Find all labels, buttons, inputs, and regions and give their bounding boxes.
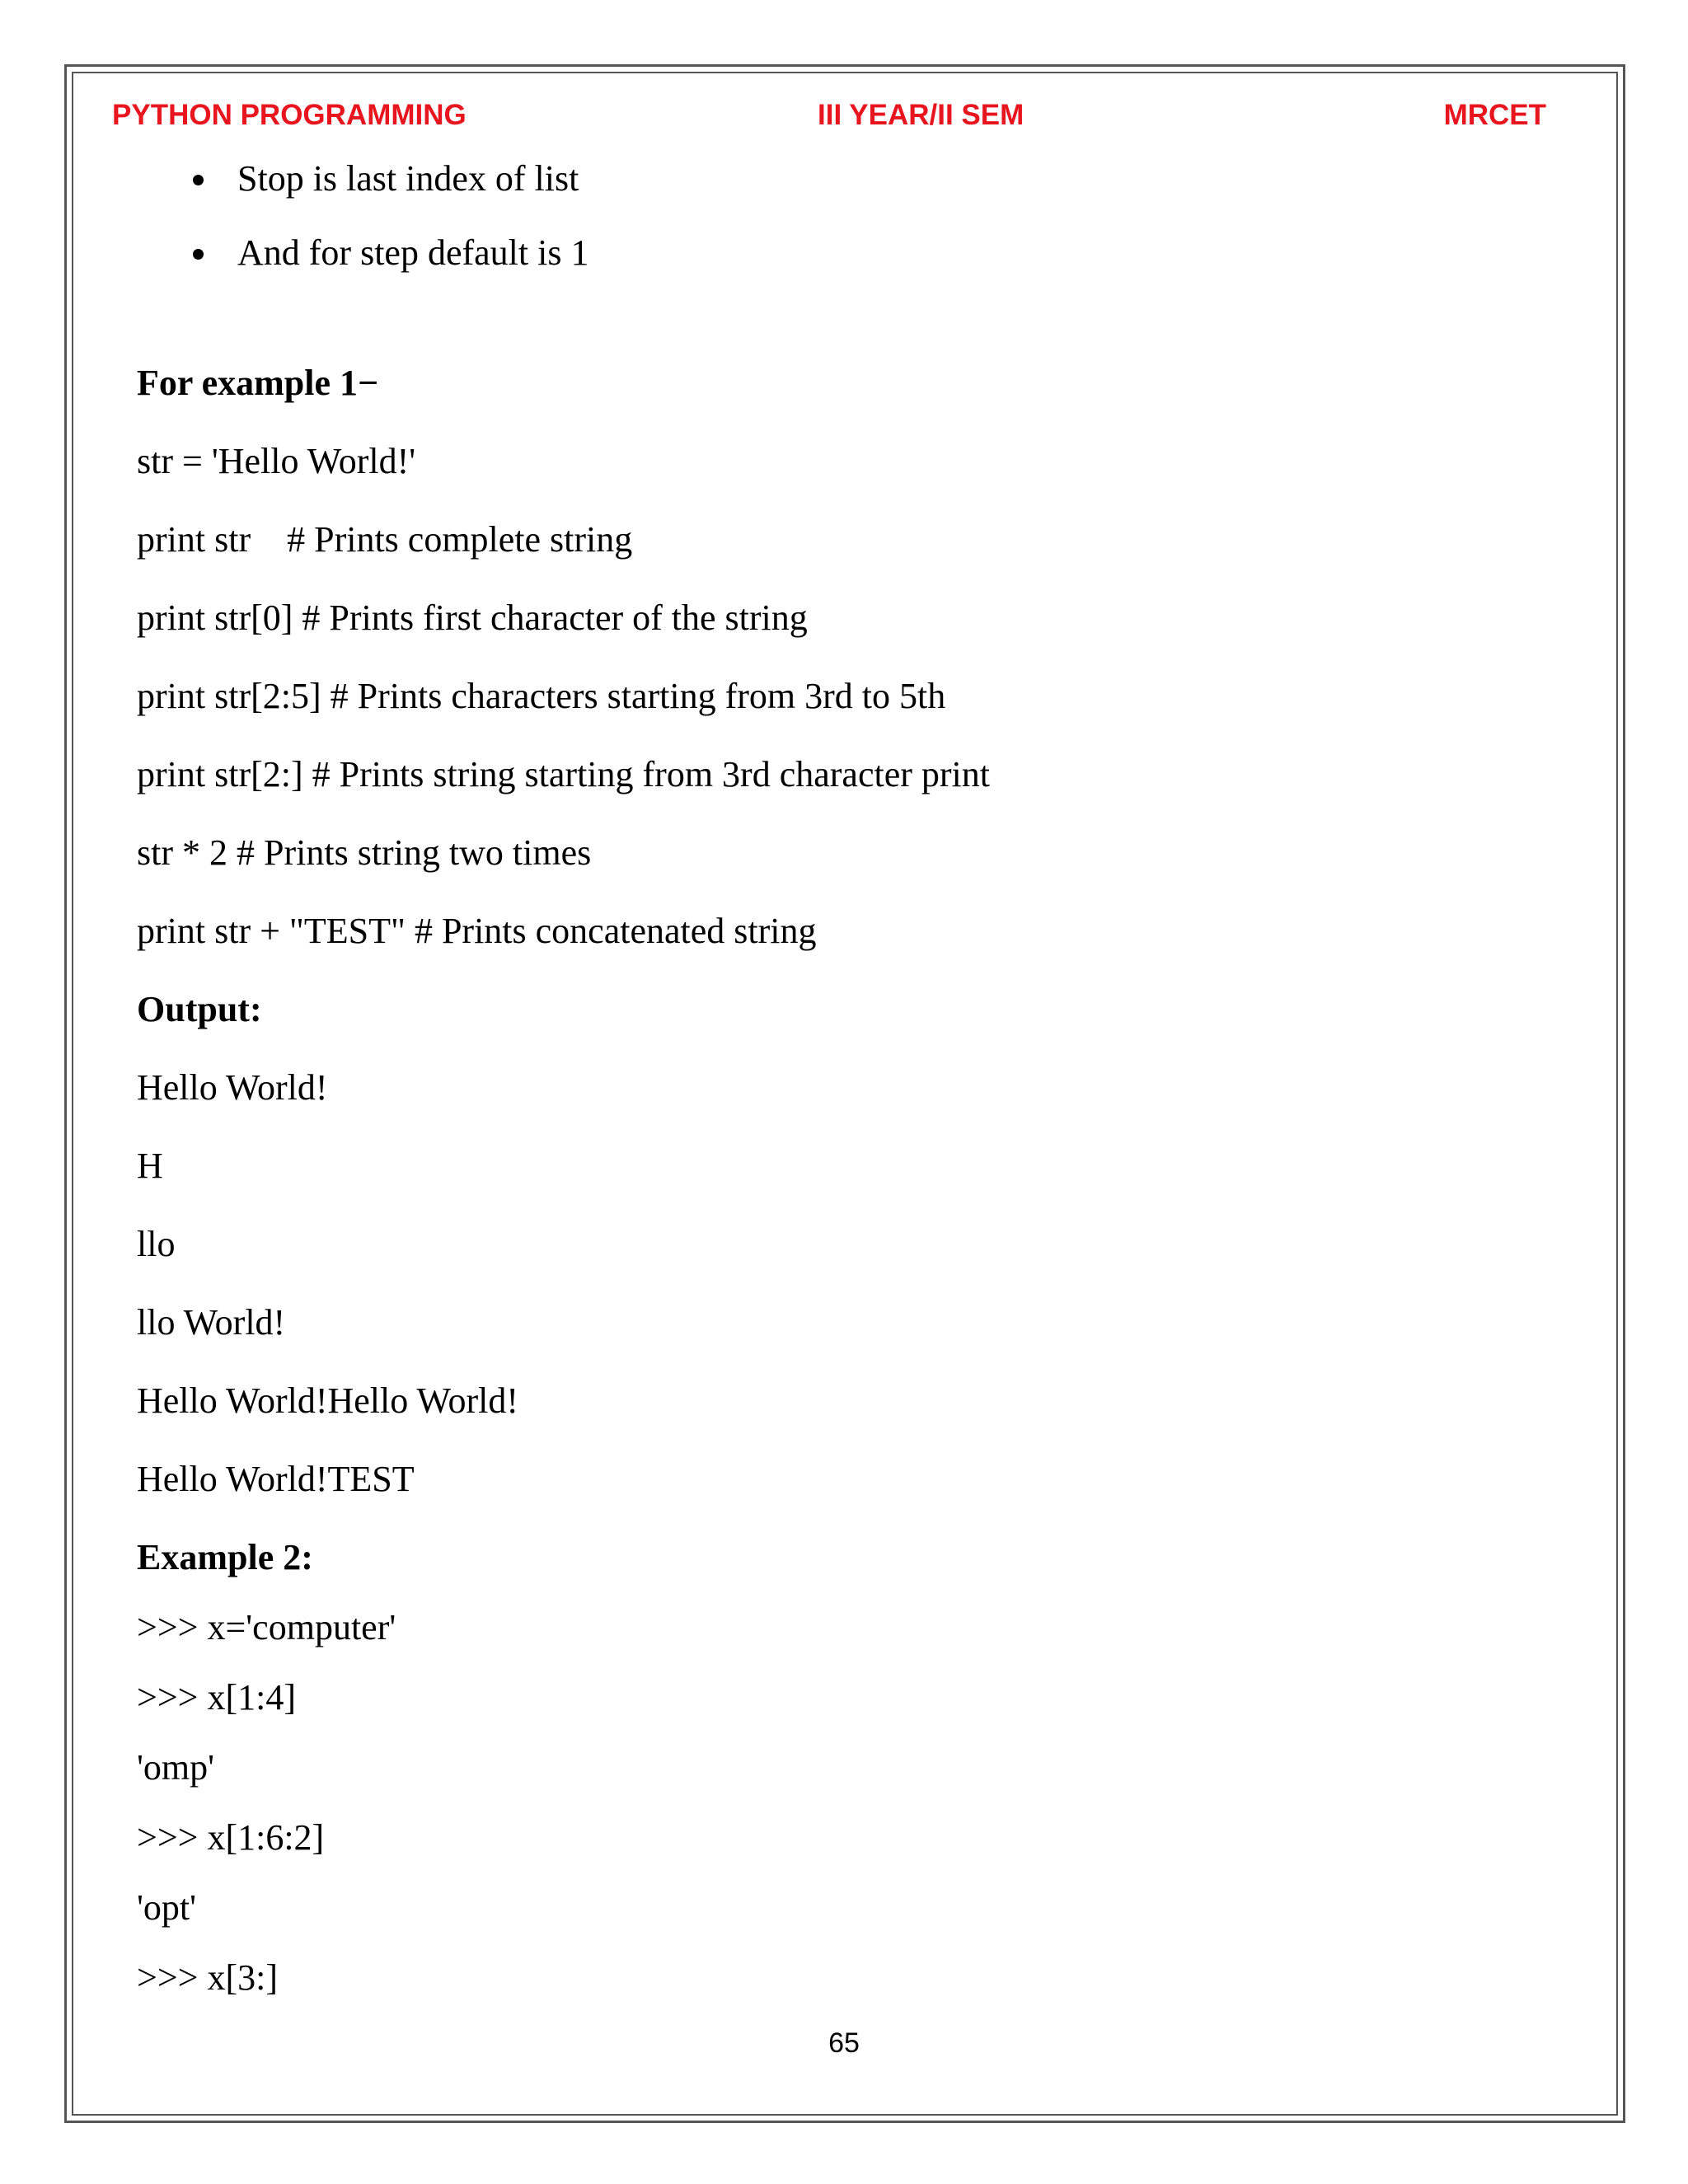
example2-line: >>> x[3:] <box>137 1957 278 1998</box>
output-heading: Output: <box>137 989 262 1029</box>
example2-line: 'omp' <box>137 1747 215 1788</box>
bullet-icon <box>193 249 204 260</box>
header-course-title: PYTHON PROGRAMMING <box>112 99 467 131</box>
code-line: str * 2 # Prints string two times <box>137 832 592 873</box>
bullet-list <box>188 142 588 290</box>
code-line: print str[0] # Prints first character of the string <box>137 598 808 638</box>
code-line: print str # Prints complete string <box>137 519 633 560</box>
code-line: print str[2:] # Prints string starting from 3rd character print <box>137 754 990 794</box>
output-line: Hello World! <box>137 1067 328 1108</box>
header-year-semester: III YEAR/II SEM <box>818 99 1025 131</box>
header-institution: MRCET <box>1443 99 1546 131</box>
bullet-icon <box>193 175 204 185</box>
example2-heading: Example 2: <box>137 1537 313 1577</box>
list-item <box>188 142 588 216</box>
output-line: Hello World!Hello World! <box>137 1380 518 1421</box>
example2-line: >>> x[1:6:2] <box>137 1817 325 1858</box>
output-line: Hello World!TEST <box>137 1459 415 1499</box>
page-header <box>112 99 1546 140</box>
page-number: 65 <box>828 2027 860 2059</box>
example2-line: 'opt' <box>137 1887 197 1928</box>
output-line: llo <box>137 1224 176 1264</box>
code-line: print str[2:5] # Prints characters starting from 3rd to 5th <box>137 676 946 716</box>
example2-line: >>> x='computer' <box>137 1607 396 1647</box>
output-line: llo World! <box>137 1302 286 1343</box>
example2-line: >>> x[1:4] <box>137 1677 296 1718</box>
code-line: print str + "TEST" # Prints concatenated string <box>137 911 817 951</box>
code-line: str = 'Hello World!' <box>137 441 416 481</box>
bullet-text: And for step default is 1 <box>237 232 589 273</box>
example1-heading: For example 1− <box>137 363 379 403</box>
list-item <box>188 216 588 290</box>
output-line: H <box>137 1146 163 1186</box>
bullet-text: Stop is last index of list <box>237 158 579 199</box>
